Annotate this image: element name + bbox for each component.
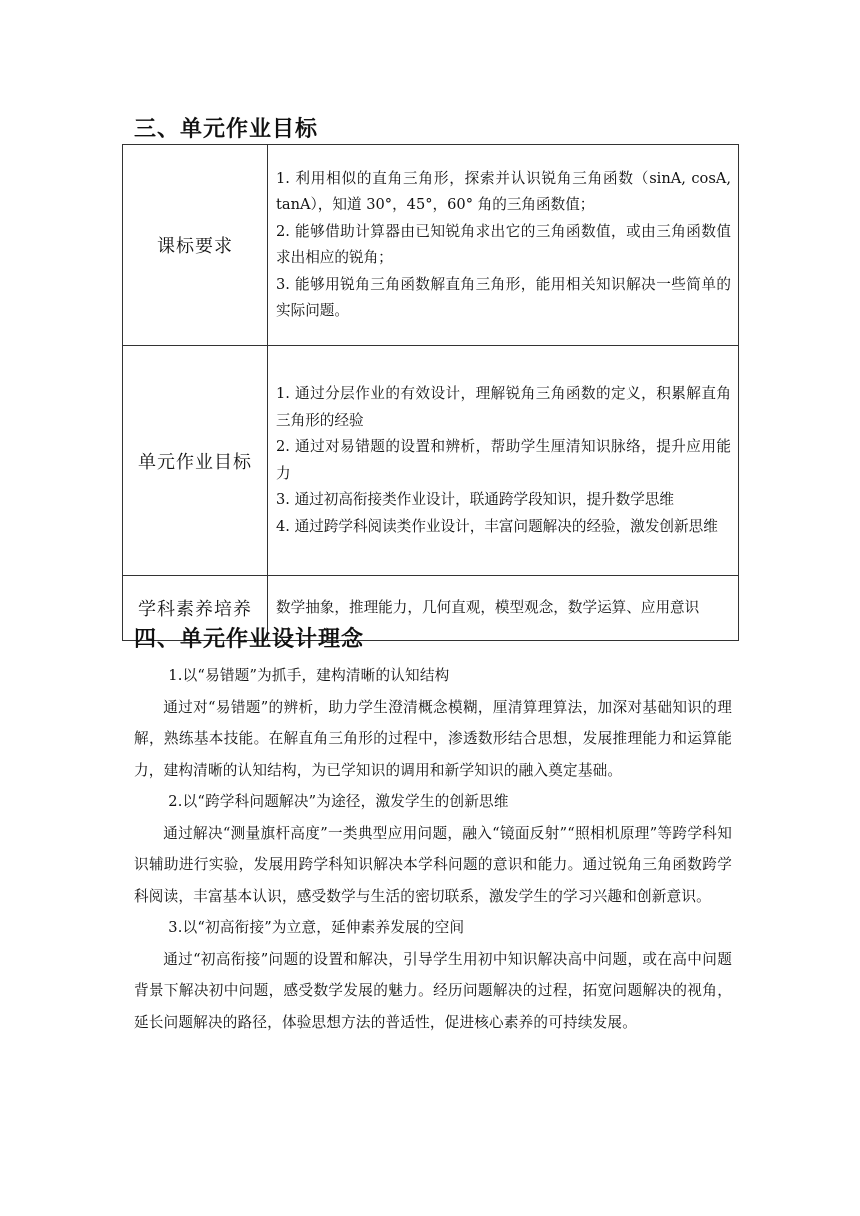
design-philosophy-body <box>134 660 732 1038</box>
content-line: 2. 能够借助计算器由已知锐角求出它的三角函数值，或由三角函数值求出相应的锐角； <box>276 222 731 266</box>
section-heading-unit-goals: 三、单元作业目标 <box>134 117 319 142</box>
row-content-curriculum-standard <box>268 145 739 346</box>
section-heading-design-philosophy: 四、单元作业设计理念 <box>134 627 365 652</box>
unit-goals-table <box>122 144 739 641</box>
content-line: 数学抽象，推理能力，几何直观，模型观念，数学运算、应用意识 <box>276 598 700 616</box>
table-row <box>123 145 739 346</box>
content-line: 3. 能够用锐角三角函数解直角三角形，能用相关知识解决一些简单的实际问题。 <box>276 275 731 319</box>
content-line: 4. 通过跨学科阅读类作业设计，丰富问题解决的经验，激发创新思维 <box>276 517 718 535</box>
subheading-interdisciplinary: 2.以“跨学科问题解决”为途径，激发学生的创新思维 <box>168 793 509 810</box>
content-line: 2. 通过对易错题的设置和辨析，帮助学生厘清知识脉络，提升应用能力 <box>276 438 731 482</box>
content-line: 1. 利用相似的直角三角形，探索并认识锐角三角函数（sinA, cosA, tanA），知道 30°，45°，60° 角的三角函数值； <box>276 169 731 213</box>
subheading-error-prone-questions: 1.以“易错题”为抓手，建构清晰的认知结构 <box>168 667 450 684</box>
paragraph: 通过“初高衔接”问题的设置和解决，引导学生用初中知识解决高中问题，或在高中问题背景下解决初中问题，感受数学发展的魅力。经历问题解决的过程，拓宽问题解决的视角，延长问题解决的路径，体验思想方法的普适性，促进核心素养的可持续发展。 <box>134 950 732 1031</box>
subheading-junior-senior-bridge: 3.以“初高衔接”为立意，延伸素养发展的空间 <box>168 919 465 936</box>
table-row <box>123 346 739 576</box>
paragraph: 通过对“易错题”的辨析，助力学生澄清概念模糊，厘清算理算法，加深对基础知识的理解，熟练基本技能。在解直角三角形的过程中，渗透数形结合思想，发展推理能力和运算能力，建构清晰的认知结构，为已学知识的调用和新学知识的融入奠定基础。 <box>134 698 732 779</box>
row-label-curriculum-standard: 课标要求 <box>123 145 268 346</box>
content-line: 3. 通过初高衔接类作业设计，联通跨学段知识，提升数学思维 <box>276 491 675 508</box>
paragraph: 通过解决“测量旗杆高度”一类典型应用问题，融入“镜面反射”“照相机原理”等跨学科知识辅助进行实验，发展用跨学科知识解决本学科问题的意识和能力。通过锐角三角函数跨学科阅读，丰富基本认识，感受数学与生活的密切联系，激发学生的学习兴趣和创新意识。 <box>134 824 732 905</box>
content-line: 1. 通过分层作业的有效设计，理解锐角三角函数的定义，积累解直角三角形的经验 <box>276 385 731 429</box>
row-label-subject-literacy: 学科素养培养 <box>123 576 268 641</box>
row-label-unit-homework-goals: 单元作业目标 <box>123 346 268 576</box>
row-content-unit-homework-goals <box>268 346 739 576</box>
